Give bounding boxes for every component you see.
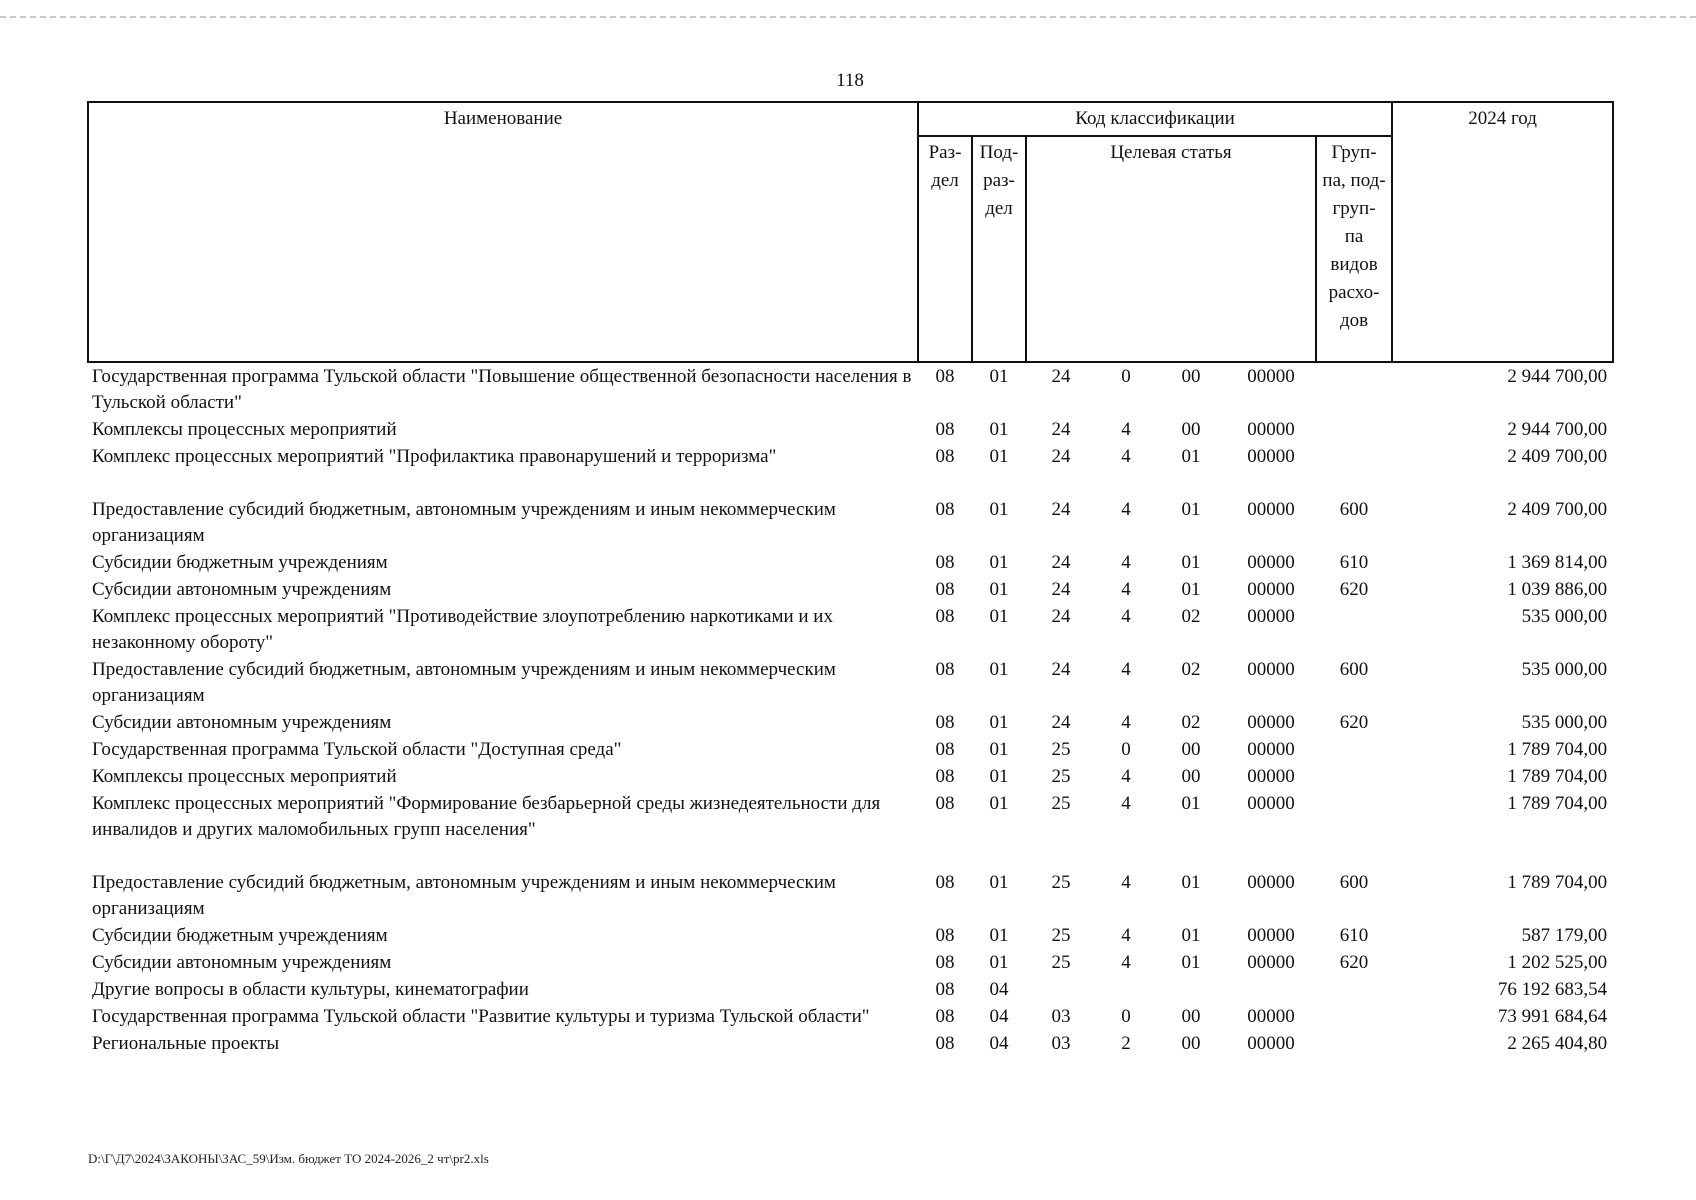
row-name: Предоставление субсидий бюджетным, автономным учреждениям и иным некоммерческим организациям bbox=[92, 872, 836, 919]
table-body bbox=[88, 362, 1613, 1057]
row-target-direction: 00000 bbox=[1247, 366, 1295, 387]
row-target-program: 25 bbox=[1051, 872, 1071, 893]
row-target-program: 03 bbox=[1051, 1033, 1071, 1054]
header-razdel: Раз- дел bbox=[918, 136, 972, 362]
row-razdel: 08 bbox=[935, 952, 955, 973]
row-target-direction: 00000 bbox=[1247, 659, 1295, 680]
row-name: Субсидии бюджетным учреждениям bbox=[92, 552, 388, 573]
row-razdel: 08 bbox=[935, 1033, 955, 1054]
row-amount: 1 202 525,00 bbox=[1507, 952, 1608, 973]
row-target-direction: 00000 bbox=[1247, 446, 1295, 467]
row-target-element: 00 bbox=[1181, 1006, 1201, 1027]
row-target-program: 24 bbox=[1051, 712, 1071, 733]
row-podrazdel: 01 bbox=[989, 579, 1009, 600]
row-expense-type: 620 bbox=[1339, 712, 1369, 733]
header-code-group: Код классификации bbox=[918, 102, 1392, 136]
row-target-direction: 00000 bbox=[1247, 1033, 1295, 1054]
row-podrazdel: 01 bbox=[989, 766, 1009, 787]
row-target-direction: 00000 bbox=[1247, 872, 1295, 893]
row-expense-type bbox=[1316, 416, 1392, 443]
row-name: Предоставление субсидий бюджетным, автономным учреждениям и иным некоммерческим организациям bbox=[92, 659, 836, 706]
row-target-element: 01 bbox=[1181, 552, 1201, 573]
row-podrazdel: 01 bbox=[989, 606, 1009, 627]
row-expense-type bbox=[1316, 1030, 1392, 1057]
row-target-element: 02 bbox=[1181, 712, 1201, 733]
header-expense-type: Груп- па, под- груп- па видов расхо- дов bbox=[1316, 136, 1392, 362]
row-name: Субсидии автономным учреждениям bbox=[92, 952, 392, 973]
row-target-type: 4 bbox=[1121, 872, 1131, 893]
table-row bbox=[88, 790, 1613, 869]
row-podrazdel: 01 bbox=[989, 952, 1009, 973]
table-row bbox=[88, 763, 1613, 790]
row-expense-type: 600 bbox=[1339, 499, 1369, 520]
row-podrazdel: 01 bbox=[989, 366, 1009, 387]
table-row bbox=[88, 603, 1613, 656]
row-target-type: 4 bbox=[1121, 712, 1131, 733]
row-expense-type: 610 bbox=[1339, 925, 1369, 946]
row-amount: 1 789 704,00 bbox=[1507, 739, 1608, 760]
row-expense-type bbox=[1316, 976, 1392, 1003]
row-target-type: 4 bbox=[1121, 952, 1131, 973]
row-razdel: 08 bbox=[935, 366, 955, 387]
table-row bbox=[88, 443, 1613, 496]
row-podrazdel: 04 bbox=[989, 979, 1009, 1000]
row-podrazdel: 04 bbox=[989, 1033, 1009, 1054]
row-razdel: 08 bbox=[935, 499, 955, 520]
row-target-element: 01 bbox=[1181, 872, 1201, 893]
row-target-program: 24 bbox=[1051, 446, 1071, 467]
row-target-type: 0 bbox=[1121, 739, 1131, 760]
row-name: Региональные проекты bbox=[92, 1033, 280, 1054]
scan-top-rule bbox=[0, 16, 1696, 18]
row-razdel: 08 bbox=[935, 712, 955, 733]
row-target-program: 25 bbox=[1051, 766, 1071, 787]
row-razdel: 08 bbox=[935, 1006, 955, 1027]
row-target-element: 01 bbox=[1181, 952, 1201, 973]
row-expense-type bbox=[1316, 763, 1392, 790]
footer-file-path: D:\Г\Д7\2024\ЗАКОНЫ\ЗАС_59\Изм. бюджет ТО 2024-2026_2 чт\pr2.xls bbox=[88, 1151, 489, 1166]
table-row bbox=[88, 549, 1613, 576]
row-target-direction: 00000 bbox=[1247, 419, 1295, 440]
table-row bbox=[88, 709, 1613, 736]
header-name: Наименование bbox=[88, 102, 918, 362]
row-target-direction: 00000 bbox=[1247, 952, 1295, 973]
row-target-direction: 00000 bbox=[1247, 579, 1295, 600]
row-target-direction: 00000 bbox=[1247, 606, 1295, 627]
row-razdel: 08 bbox=[935, 979, 955, 1000]
row-razdel: 08 bbox=[935, 606, 955, 627]
row-target-direction: 00000 bbox=[1247, 925, 1295, 946]
row-target-type: 0 bbox=[1121, 1006, 1131, 1027]
row-target-element: 01 bbox=[1181, 793, 1201, 814]
row-razdel: 08 bbox=[935, 739, 955, 760]
row-target-element bbox=[1156, 976, 1226, 1003]
row-target-type: 4 bbox=[1121, 446, 1131, 467]
row-expense-type: 600 bbox=[1339, 659, 1369, 680]
table-row bbox=[88, 416, 1613, 443]
row-target-program: 25 bbox=[1051, 739, 1071, 760]
row-razdel: 08 bbox=[935, 552, 955, 573]
row-name: Государственная программа Тульской области "Повышение общественной безопасности населения в Тульской области" bbox=[92, 366, 912, 413]
row-razdel: 08 bbox=[935, 659, 955, 680]
row-target-element: 01 bbox=[1181, 579, 1201, 600]
row-expense-type bbox=[1316, 790, 1392, 869]
header-year: 2024 год bbox=[1392, 102, 1613, 362]
row-amount: 1 369 814,00 bbox=[1507, 552, 1608, 573]
table-row bbox=[88, 1030, 1613, 1057]
row-razdel: 08 bbox=[935, 793, 955, 814]
row-target-type: 4 bbox=[1121, 419, 1131, 440]
budget-table-container bbox=[87, 101, 1612, 1057]
row-target-type: 4 bbox=[1121, 579, 1131, 600]
row-target-program: 24 bbox=[1051, 366, 1071, 387]
row-amount: 1 789 704,00 bbox=[1507, 766, 1608, 787]
row-target-element: 00 bbox=[1181, 1033, 1201, 1054]
row-target-type: 4 bbox=[1121, 925, 1131, 946]
table-row bbox=[88, 656, 1613, 709]
row-target-type: 4 bbox=[1121, 552, 1131, 573]
table-row bbox=[88, 576, 1613, 603]
row-name: Другие вопросы в области культуры, кинематографии bbox=[92, 979, 529, 1000]
row-target-program: 24 bbox=[1051, 419, 1071, 440]
row-target-element: 01 bbox=[1181, 446, 1201, 467]
table-row bbox=[88, 949, 1613, 976]
row-target-program: 25 bbox=[1051, 952, 1071, 973]
row-target-program: 24 bbox=[1051, 499, 1071, 520]
table-row bbox=[88, 362, 1613, 416]
row-amount: 2 944 700,00 bbox=[1507, 419, 1608, 440]
row-target-type bbox=[1096, 976, 1156, 1003]
row-expense-type: 600 bbox=[1339, 872, 1369, 893]
row-target-type: 4 bbox=[1121, 659, 1131, 680]
row-expense-type bbox=[1316, 362, 1392, 416]
row-expense-type: 620 bbox=[1339, 952, 1369, 973]
row-podrazdel: 01 bbox=[989, 739, 1009, 760]
row-amount: 1 789 704,00 bbox=[1507, 793, 1608, 814]
row-name: Субсидии автономным учреждениям bbox=[92, 579, 392, 600]
row-expense-type bbox=[1316, 1003, 1392, 1030]
row-expense-type: 610 bbox=[1339, 552, 1369, 573]
row-target-element: 00 bbox=[1181, 766, 1201, 787]
row-target-program: 03 bbox=[1051, 1006, 1071, 1027]
row-podrazdel: 04 bbox=[989, 1006, 1009, 1027]
row-amount: 76 192 683,54 bbox=[1497, 979, 1608, 1000]
row-target-program: 25 bbox=[1051, 925, 1071, 946]
row-target-program: 24 bbox=[1051, 579, 1071, 600]
row-target-element: 00 bbox=[1181, 419, 1201, 440]
row-expense-type: 620 bbox=[1339, 579, 1369, 600]
row-razdel: 08 bbox=[935, 872, 955, 893]
row-podrazdel: 01 bbox=[989, 925, 1009, 946]
row-name: Комплекс процессных мероприятий "Формирование безбарьерной среды жизнедеятельности для инвалидов и других маломобильных групп населения" bbox=[92, 793, 881, 840]
row-expense-type bbox=[1316, 443, 1392, 496]
row-target-direction: 00000 bbox=[1247, 552, 1295, 573]
page-number: 118 bbox=[836, 70, 864, 91]
row-amount: 1 039 886,00 bbox=[1507, 579, 1608, 600]
row-amount: 535 000,00 bbox=[1521, 712, 1608, 733]
row-podrazdel: 01 bbox=[989, 712, 1009, 733]
row-razdel: 08 bbox=[935, 579, 955, 600]
row-name: Субсидии бюджетным учреждениям bbox=[92, 925, 388, 946]
row-target-type: 0 bbox=[1121, 366, 1131, 387]
row-podrazdel: 01 bbox=[989, 419, 1009, 440]
row-target-type: 4 bbox=[1121, 793, 1131, 814]
row-target-element: 02 bbox=[1181, 659, 1201, 680]
row-podrazdel: 01 bbox=[989, 659, 1009, 680]
row-target-direction: 00000 bbox=[1247, 1006, 1295, 1027]
row-target-program: 24 bbox=[1051, 659, 1071, 680]
table-row bbox=[88, 869, 1613, 922]
row-name: Предоставление субсидий бюджетным, автономным учреждениям и иным некоммерческим организациям bbox=[92, 499, 836, 546]
row-amount: 2 409 700,00 bbox=[1507, 446, 1608, 467]
row-target-type: 4 bbox=[1121, 766, 1131, 787]
row-amount: 2 944 700,00 bbox=[1507, 366, 1608, 387]
row-target-direction: 00000 bbox=[1247, 712, 1295, 733]
row-name: Комплексы процессных мероприятий bbox=[92, 766, 397, 787]
row-razdel: 08 bbox=[935, 925, 955, 946]
table-row bbox=[88, 496, 1613, 549]
row-target-type: 2 bbox=[1121, 1033, 1131, 1054]
row-razdel: 08 bbox=[935, 766, 955, 787]
row-podrazdel: 01 bbox=[989, 446, 1009, 467]
row-target-program: 25 bbox=[1051, 793, 1071, 814]
table-row bbox=[88, 922, 1613, 949]
row-podrazdel: 01 bbox=[989, 872, 1009, 893]
row-podrazdel: 01 bbox=[989, 552, 1009, 573]
row-name: Государственная программа Тульской области "Доступная среда" bbox=[92, 739, 622, 760]
row-expense-type bbox=[1316, 603, 1392, 656]
row-target-program: 24 bbox=[1051, 606, 1071, 627]
budget-table bbox=[87, 101, 1614, 1057]
row-name: Комплексы процессных мероприятий bbox=[92, 419, 397, 440]
row-target-direction: 00000 bbox=[1247, 766, 1295, 787]
row-target-type: 4 bbox=[1121, 606, 1131, 627]
row-podrazdel: 01 bbox=[989, 793, 1009, 814]
row-name: Субсидии автономным учреждениям bbox=[92, 712, 392, 733]
row-amount: 73 991 684,64 bbox=[1497, 1006, 1608, 1027]
row-expense-type bbox=[1316, 736, 1392, 763]
row-name: Комплекс процессных мероприятий "Противодействие злоупотреблению наркотиками и их незаконному обороту" bbox=[92, 606, 833, 653]
row-target-direction: 00000 bbox=[1247, 793, 1295, 814]
row-razdel: 08 bbox=[935, 446, 955, 467]
row-target-element: 01 bbox=[1181, 499, 1201, 520]
row-amount: 2 265 404,80 bbox=[1507, 1033, 1608, 1054]
row-target-program bbox=[1026, 976, 1096, 1003]
row-razdel: 08 bbox=[935, 419, 955, 440]
row-amount: 587 179,00 bbox=[1521, 925, 1608, 946]
row-amount: 1 789 704,00 bbox=[1507, 872, 1608, 893]
row-target-element: 00 bbox=[1181, 739, 1201, 760]
row-target-direction bbox=[1226, 976, 1316, 1003]
header-podrazdel: Под- раз- дел bbox=[972, 136, 1026, 362]
table-row bbox=[88, 736, 1613, 763]
row-target-element: 00 bbox=[1181, 366, 1201, 387]
table-row bbox=[88, 1003, 1613, 1030]
row-amount: 535 000,00 bbox=[1521, 659, 1608, 680]
row-name: Комплекс процессных мероприятий "Профилактика правонарушений и терроризма" bbox=[92, 446, 777, 467]
row-target-element: 02 bbox=[1181, 606, 1201, 627]
row-name: Государственная программа Тульской области "Развитие культуры и туризма Тульской области" bbox=[92, 1006, 870, 1027]
header-target-article: Целевая статья bbox=[1026, 136, 1316, 362]
row-target-direction: 00000 bbox=[1247, 499, 1295, 520]
row-target-element: 01 bbox=[1181, 925, 1201, 946]
row-amount: 2 409 700,00 bbox=[1507, 499, 1608, 520]
row-podrazdel: 01 bbox=[989, 499, 1009, 520]
table-row bbox=[88, 976, 1613, 1003]
row-amount: 535 000,00 bbox=[1521, 606, 1608, 627]
row-target-direction: 00000 bbox=[1247, 739, 1295, 760]
row-target-program: 24 bbox=[1051, 552, 1071, 573]
row-target-type: 4 bbox=[1121, 499, 1131, 520]
